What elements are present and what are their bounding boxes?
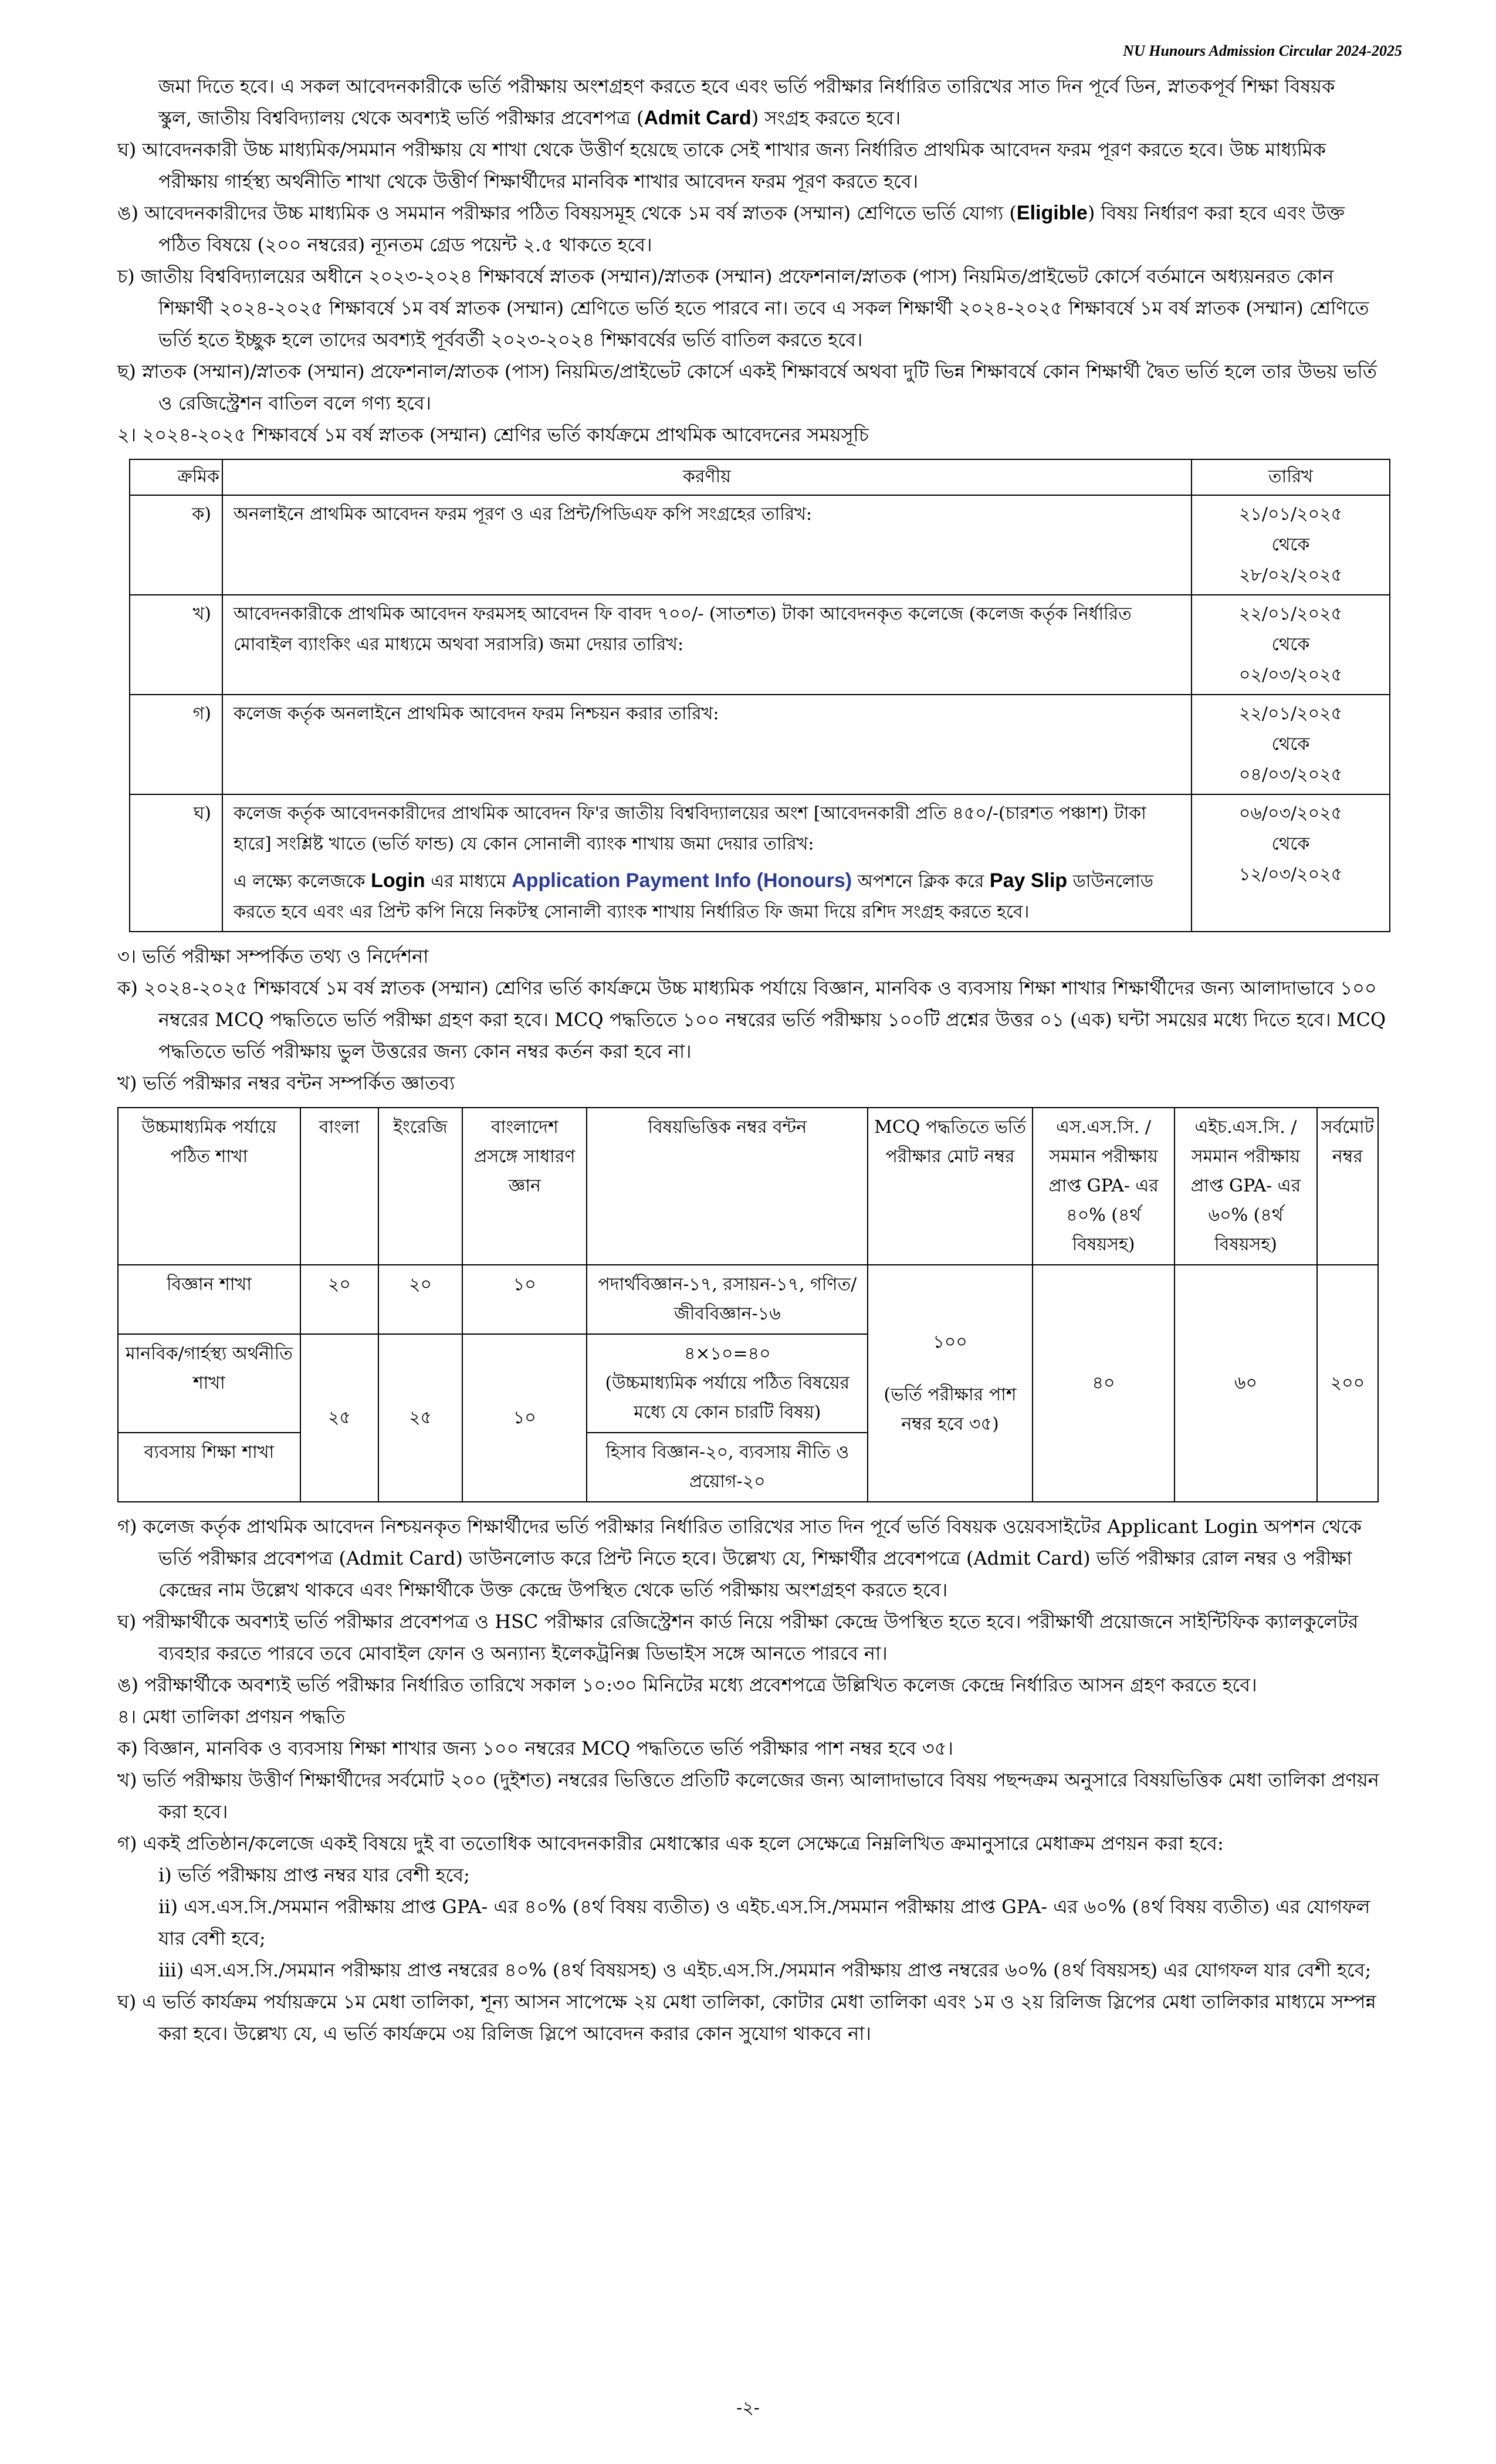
section-3-umo: ঙ) পরীক্ষার্থীকে অবশ্যই ভর্তি পরীক্ষার নির্ধারিত তারিখে সকাল ১০:৩০ মিনিটের মধ্যে প্রবেশপত্রে উল্লিখিত কলেজ কেন্দ্রে নির্ধারিত আসন গ্রহণ করতে হবে। <box>117 1674 1257 1696</box>
section-3-kha: খ) ভর্তি পরীক্ষার নম্বর বন্টন সম্পর্কিত জ্ঞাতব্য <box>117 1072 455 1094</box>
section-4-gha: ঘ) এ ভর্তি কার্যক্রম পর্যায়ক্রমে ১ম মেধা তালিকা, শূন্য আসন সাপেক্ষে ২য় মেধা তালিকা, কোটার মেধা তালিকা এবং ১ম ও ২য় রিলিজ স্লিপের মেধা তালিকার মাধ্যমে সম্পন্ন করা হবে। উল্লেখ্য যে, এ ভর্তি কার্যক্রমে ৩য় রিলিজ স্লিপে আবেদন করার কোন সুযোগ থাকবে না। <box>117 1991 1376 2045</box>
page-number: -২- <box>736 2398 760 2418</box>
th-english: ইংরেজি <box>378 1108 462 1265</box>
cell-bangla: ২০ <box>300 1265 378 1334</box>
intro-line-1: জমা দিতে হবে। এ সকল আবেদনকারীকে ভর্তি পরীক্ষায় অংশগ্রহণ করতে হবে এবং ভর্তি পরীক্ষার নির্ধারিত তারিখের সাত দিন পূর্বে ডিন, স্নাতকপূর্ব শিক্ষা বিষয়ক <box>158 75 1335 97</box>
cell-total: ২০০ <box>1317 1265 1378 1502</box>
cell-bangla: ২৫ <box>300 1334 378 1502</box>
criteria-ii: ii) এস.এস.সি./সমমান পরীক্ষায় প্রাপ্ত GPA- এর ৪০% (৪র্থ বিষয় ব্যতীত) ও এইচ.এস.সি./সমমান পরীক্ষায় প্রাপ্ত GPA- এর ৬০% (৪র্থ বিষয় ব্যতীত) এর যোগফল যার বেশী হবে; <box>158 1896 1370 1949</box>
schedule-row <box>130 794 1390 932</box>
cell-gk: ১০ <box>462 1265 587 1334</box>
cell-subjects: ৪×১০=৪০ (উচ্চমাধ্যমিক পর্যায়ে পঠিত বিষয়ের মধ্যে যে কোন চারটি বিষয়) <box>587 1334 868 1433</box>
th-branch: উচ্চমাধ্যমিক পর্যায়ে পঠিত শাখা <box>118 1108 300 1265</box>
row-task: কলেজ কর্তৃক অনলাইনে প্রাথমিক আবেদন ফরম নিশ্চয়ন করার তারিখ: <box>222 695 1192 794</box>
header-date: তারিখ <box>1192 459 1390 495</box>
cell-ssc: ৪০ <box>1033 1265 1175 1502</box>
section-2-title: ২। ২০২৪-২০২৫ শিক্ষাবর্ষে ১ম বর্ষ স্নাতক (সম্মান) শ্রেণির ভর্তি কার্যক্রমে প্রাথমিক আবেদনের সময়সূচি <box>117 424 869 446</box>
th-total: সর্বমোট নম্বর <box>1317 1108 1378 1265</box>
marks-distribution-table <box>117 1107 1379 1502</box>
row-date: ২১/০১/২০২৫ থেকে ২৮/০২/২০২৫ <box>1192 495 1390 595</box>
section-3-ka: ক) ২০২৪-২০২৫ শিক্ষাবর্ষে ১ম বর্ষ স্নাতক (সম্মান) শ্রেণির ভর্তি কার্যক্রমে উচ্চ মাধ্যমিক পর্যায়ে বিজ্ঞান, মানবিক ও ব্যবসায় শিক্ষা শাখার শিক্ষার্থীদের জন্য আলাদাভাবে ১০০ নম্বরের MCQ পদ্ধতিতে ভর্তি পরীক্ষা গ্রহণ করা হবে। MCQ পদ্ধতিতে ১০০ নম্বরের ভর্তি পরীক্ষায় ১০০টি প্রশ্নের উত্তর ০১ (এক) ঘন্টা সময়ের মধ্যে দিতে হবে। MCQ পদ্ধতিতে ভর্তি পরীক্ষায় ভুল উত্তরের জন্য কোন নম্বর কর্তন করা হবে না। <box>117 977 1386 1062</box>
row-task: কলেজ কর্তৃক আবেদনকারীদের প্রাথমিক আবেদন ফি'র জাতীয় বিশ্ববিদ্যালয়ের অংশ [আবেদনকারী প্রতি ৪৫০/-(চারশত পঞ্চাশ) টাকা হারে] সংশ্লিষ্ট খাতে (ভর্তি ফান্ড) যে কোন সোনালী ব্যাংক শাখায় জমা দেয়ার তারিখ: এ লক্ষ্যে কলেজকে Login এর মাধ্যমে Application Payment Info (Honours) অপশনে ক্লিক করে Pay Slip ডাউনলোড করতে হবে এবং এর প্রিন্ট কপি নিয়ে নিকটস্থ সোনালী ব্যাংক শাখায় নির্ধারিত ফি জমা দিয়ে রশিদ সংগ্রহ করতে হবে। <box>222 794 1192 932</box>
th-ssc: এস.এস.সি. /সমমান পরীক্ষায় প্রাপ্ত GPA- এর ৪০% (৪র্থ বিষয়সহ) <box>1033 1108 1175 1265</box>
cell-english: ২০ <box>378 1265 462 1334</box>
header-serial: ক্রমিক <box>130 459 222 495</box>
header-task: করণীয় <box>222 459 1192 495</box>
header-note: NU Hunours Admission Circular 2024-2025 <box>1123 42 1402 59</box>
login-text: Login <box>371 869 425 892</box>
row-date: ২২/০১/২০২৫ থেকে ০৪/০৩/২০২৫ <box>1192 695 1390 794</box>
schedule-header-row <box>130 459 1390 495</box>
th-mcq: MCQ পদ্ধতিতে ভর্তি পরীক্ষার মোট নম্বর <box>868 1108 1033 1265</box>
cell-branch: বিজ্ঞান শাখা <box>118 1265 300 1334</box>
row-date: ২২/০১/২০২৫ থেকে ০২/০৩/২০২৫ <box>1192 595 1390 695</box>
marks-header-row <box>118 1108 1378 1265</box>
section-4-ga: গ) একই প্রতিষ্ঠান/কলেজে একই বিষয়ে দুই বা ততোধিক আবেদনকারীর মেধাস্কোর এক হলে সেক্ষেত্রে নিম্নলিখিত ক্রমানুসারে মেধাক্রম প্রণয়ন করা হবে: <box>117 1832 1224 1854</box>
section-4-kha: খ) ভর্তি পরীক্ষায় উত্তীর্ণ শিক্ষার্থীদের সর্বমোট ২০০ (দুইশত) নম্বরের ভিত্তিতে প্রতিটি কলেজের জন্য আলাদাভাবে বিষয় পছন্দক্রম অনুসারে বিষয়ভিত্তিক মেধা তালিকা প্রণয়ন করা হবে। <box>117 1769 1379 1823</box>
row-serial: ঘ) <box>130 794 222 932</box>
pay-slip-text: Pay Slip <box>989 869 1068 892</box>
criteria-i: i) ভর্তি পরীক্ষায় প্রাপ্ত নম্বর যার বেশী হবে; <box>158 1864 470 1886</box>
th-bangla: বাংলা <box>300 1108 378 1265</box>
schedule-row <box>130 695 1390 794</box>
th-subjects: বিষয়ভিত্তিক নম্বর বন্টন <box>587 1108 868 1265</box>
row-serial: ক) <box>130 495 222 595</box>
row-serial: খ) <box>130 595 222 695</box>
section-3-gha: ঘ) পরীক্ষার্থীকে অবশ্যই ভর্তি পরীক্ষার প্রবেশপত্র ও HSC পরীক্ষার রেজিস্ট্রেশন কার্ড নিয়ে পরীক্ষা কেন্দ্রে উপস্থিত হতে হবে। পরীক্ষার্থী প্রয়োজনে সাইন্টিফিক ক্যালকুলেটর ব্যবহার করতে পারবে তবে মোবাইল ফোন ও অন্যান্য ইলেকট্রনিক্স ডিভাইস সঙ্গে আনতে পারবে না। <box>117 1610 1359 1664</box>
th-gk: বাংলাদেশ প্রসঙ্গে সাধারণ জ্ঞান <box>462 1108 587 1265</box>
th-hsc: এইচ.এস.সি. /সমমান পরীক্ষায় প্রাপ্ত GPA- এর ৬০% (৪র্থ বিষয়সহ) <box>1175 1108 1317 1265</box>
row-date: ০৬/০৩/২০২৫ থেকে ১২/০৩/২০২৫ <box>1192 794 1390 932</box>
schedule-row <box>130 495 1390 595</box>
item-cha: চ) জাতীয় বিশ্ববিদ্যালয়ের অধীনে ২০২৩-২০২৪ শিক্ষাবর্ষে স্নাতক (সম্মান)/স্নাতক (সম্মান) প্রফেশনাল/স্নাতক (পাস) নিয়মিত/প্রাইভেট কোর্সে বর্তমানে অধ্যয়নরত কোন শিক্ষার্থী ২০২৪-২০২৫ শিক্ষাবর্ষে ১ম বর্ষ স্নাতক (সম্মান) শ্রেণিতে ভর্তি হতে পারবে না। তবে এ সকল শিক্ষার্থী ২০২৪-২০২৫ শিক্ষাবর্ষে ১ম বর্ষ স্নাতক (সম্মান) শ্রেণিতে ভর্তি হতে ইচ্ছুক হলে তাদের অবশ্যই পূর্ববর্তী ২০২৩-২০২৪ শিক্ষাবর্ষের ভর্তি বাতিল করতে হবে। <box>117 265 1369 351</box>
cell-branch: মানবিক/গার্হস্থ্য অর্থনীতি শাখা <box>118 1334 300 1433</box>
intro-line-2: স্কুল, জাতীয় বিশ্ববিদ্যালয় থেকে অবশ্যই ভর্তি পরীক্ষার প্রবেশপত্র (Admit Card) সংগ্রহ করতে হবে। <box>158 107 901 129</box>
item-chha: ছ) স্নাতক (সম্মান)/স্নাতক (সম্মান) প্রফেশনাল/স্নাতক (পাস) নিয়মিত/প্রাইভেট কোর্সে একই শিক্ষাবর্ষে অথবা দুটি ভিন্ন শিক্ষাবর্ষে কোন শিক্ষার্থী দ্বৈত ভর্তি হলে তার উভয় ভর্তি ও রেজিস্ট্রেশন বাতিল বলে গণ্য হবে। <box>117 360 1377 414</box>
item-gha: ঘ) আবেদনকারী উচ্চ মাধ্যমিক/সমমান পরীক্ষায় যে শাখা থেকে উত্তীর্ণ হয়েছে তাকে সেই শাখার জন্য নির্ধারিত প্রাথমিক আবেদন ফরম পূরণ করতে হবে। উচ্চ মাধ্যমিক পরীক্ষায় গার্হস্থ্য অর্থনীতি শাখা থেকে উত্তীর্ণ শিক্ষার্থীদের মানবিক শাখার আবেদন ফরম পূরণ করতে হবে। <box>117 138 1326 192</box>
cell-hsc: ৬০ <box>1175 1265 1317 1502</box>
section-4-ka: ক) বিজ্ঞান, মানবিক ও ব্যবসায় শিক্ষা শাখার জন্য ১০০ নম্বরের MCQ পদ্ধতিতে ভর্তি পরীক্ষার পাশ নম্বর হবে ৩৫। <box>117 1737 953 1759</box>
item-umo: ঙ) আবেদনকারীদের উচ্চ মাধ্যমিক ও সমমান পরীক্ষার পঠিত বিষয়সমূহ থেকে ১ম বর্ষ স্নাতক (সম্মান) শ্রেণিতে ভর্তি যোগ্য (Eligible) বিষয় নির্ধারণ করা হবে এবং উক্ত পঠিত বিষয়ে (২০০ নম্বরের) ন্যূনতম গ্রেড পয়েন্ট ২.৫ থাকতে হবে। <box>117 202 1345 256</box>
row-task: অনলাইনে প্রাথমিক আবেদন ফরম পূরণ ও এর প্রিন্ট/পিডিএফ কপি সংগ্রহের তারিখ: <box>222 495 1192 595</box>
cell-subjects: হিসাব বিজ্ঞান-২০, ব্যবসায় নীতি ও প্রয়োগ-২০ <box>587 1433 868 1502</box>
row-serial: গ) <box>130 695 222 794</box>
section-4-title: ৪। মেধা তালিকা প্রণয়ন পদ্ধতি <box>117 1705 346 1728</box>
criteria-iii: iii) এস.এস.সি./সমমান পরীক্ষায় প্রাপ্ত নম্বরের ৪০% (৪র্থ বিষয়সহ) ও এইচ.এস.সি./সমমান পরীক্ষায় প্রাপ্ত নম্বরের ৬০% (৪র্থ বিষয়সহ) এর যোগফল যার বেশী হবে; <box>158 1959 1372 1981</box>
schedule-table <box>129 459 1390 932</box>
row-task: আবেদনকারীকে প্রাথমিক আবেদন ফরমসহ আবেদন ফি বাবদ ৭০০/- (সাতশত) টাকা আবেদনকৃত কলেজে (কলেজ কর্তৃক নির্ধারিত মোবাইল ব্যাংকিং এর মাধ্যমে অথবা সরাসরি) জমা দেয়ার তারিখ: <box>222 595 1192 695</box>
section-3-title: ৩। ভর্তি পরীক্ষা সম্পর্কিত তথ্য ও নির্দেশনা <box>117 945 429 967</box>
marks-row-science <box>118 1265 1378 1334</box>
application-payment-info-link[interactable]: Application Payment Info (Honours) <box>512 869 852 892</box>
section-3-ga: গ) কলেজ কর্তৃক প্রাথমিক আবেদন নিশ্চয়নকৃত শিক্ষার্থীদের ভর্তি পরীক্ষার নির্ধারিত তারিখের সাত দিন পূর্বে ভর্তি বিষয়ক ওয়েবসাইটের Applicant Login অপশন থেকে ভর্তি পরীক্ষার প্রবেশপত্র (Admit Card) ডাউনলোড করে প্রিন্ট নিতে হবে। উল্লেখ্য যে, শিক্ষার্থীর প্রবেশপত্রে (Admit Card) ভর্তি পরীক্ষার রোল নম্বর ও পরীক্ষা কেন্দ্রের নাম উল্লেখ থাকবে এবং শিক্ষার্থীকে উক্ত কেন্দ্রে উপস্থিত থেকে ভর্তি পরীক্ষায় অংশগ্রহণ করতে হবে। <box>117 1515 1362 1601</box>
cell-subjects: পদার্থবিজ্ঞান-১৭, রসায়ন-১৭, গণিত/জীববিজ্ঞান-১৬ <box>587 1265 868 1334</box>
cell-english: ২৫ <box>378 1334 462 1502</box>
document-body <box>117 70 1390 2049</box>
schedule-row <box>130 595 1390 695</box>
cell-mcq: ১০০ (ভর্তি পরীক্ষার পাশ নম্বর হবে ৩৫) <box>868 1265 1033 1502</box>
cell-gk: ১০ <box>462 1334 587 1502</box>
cell-branch: ব্যবসায় শিক্ষা শাখা <box>118 1433 300 1502</box>
